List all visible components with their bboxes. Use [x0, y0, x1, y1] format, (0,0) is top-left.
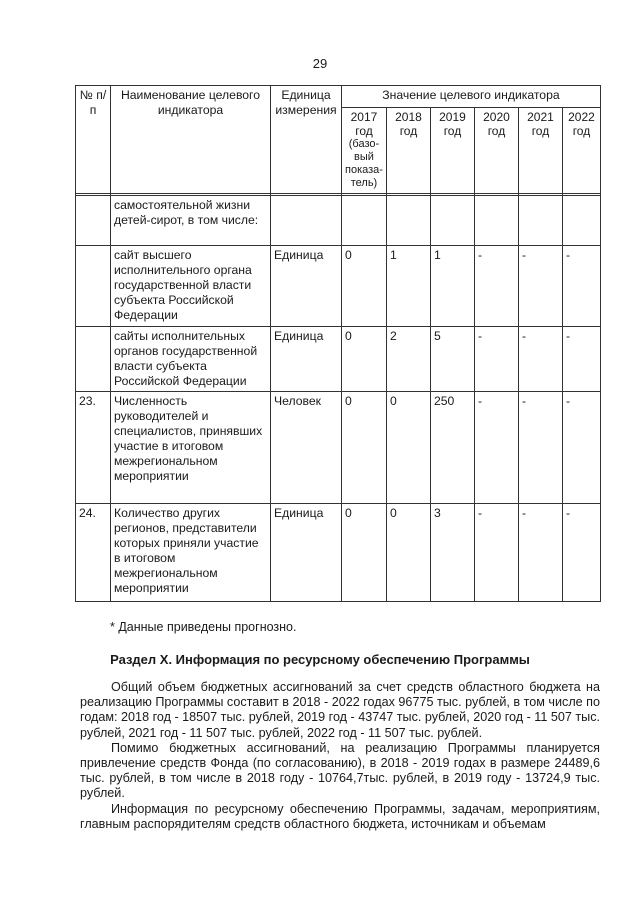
header-values-group: Значение целевого индикатора — [342, 86, 601, 108]
table-row — [76, 246, 601, 327]
row-value-2018: 0 — [386, 504, 430, 602]
row-value-2022: - — [562, 327, 600, 392]
paragraph: Помимо бюджетных ассигнований, на реализацию Программы планируется привлечение средств Фонда (по согласованию), в 2018 - 2019 годах в размере 24489,6 тыс. рублей, в том числе в 2018 году - 10764,7тыс. рублей, в 2019 году - 13724,9 тыс. рублей. — [80, 740, 600, 801]
paragraph: Общий объем бюджетных ассигнований за счет средств областного бюджета на реализацию Программы составит в 2018 - 2022 годах 96775 тыс. рублей, в том числе по годам: 2018 год - 18507 тыс. рублей, 2019 год - 43747 тыс. рублей, 2020 год - 11 507 тыс. рублей, 2021 год - 11 507 тыс. рублей, 2022 год - 11 507 тыс. рублей. — [80, 680, 600, 740]
body-text — [80, 680, 600, 832]
row-unit: Единица — [271, 504, 342, 602]
row-unit: Единица — [271, 246, 342, 327]
row-indicator-name: сайты исполнительных органов государственной власти субъекта Российской Федерации — [111, 327, 271, 392]
row-value-2017: 0 — [342, 327, 387, 392]
row-value-2020 — [474, 196, 518, 246]
table-row — [76, 196, 601, 246]
row-value-2018: 0 — [386, 392, 430, 504]
row-value-2022: - — [562, 504, 600, 602]
row-value-2022: - — [562, 246, 600, 327]
row-value-2022 — [562, 196, 600, 246]
row-unit — [271, 196, 342, 246]
year-label: 2020 год — [483, 110, 510, 138]
table-row — [76, 327, 601, 392]
year-label: 2018 год — [395, 110, 422, 138]
table-header-row — [76, 86, 601, 108]
row-value-2021: - — [518, 246, 562, 327]
row-value-2020: - — [474, 392, 518, 504]
row-value-2021: - — [518, 504, 562, 602]
paragraph: Информация по ресурсному обеспечению Программы, задачам, мероприятиям, главным распорядителям средств областного бюджета, источникам и объемам — [80, 801, 600, 831]
year-label: 2021 год — [527, 110, 554, 138]
year-note: (базо-вый показа-тель) — [345, 138, 383, 189]
row-value-2019 — [430, 196, 474, 246]
row-value-2017: 0 — [342, 392, 387, 504]
header-year-2020 — [474, 108, 518, 194]
row-value-2018 — [386, 196, 430, 246]
header-year-2021 — [518, 108, 562, 194]
row-indicator-name: сайт высшего исполнительного органа государственной власти субъекта Российской Федерации — [111, 246, 271, 327]
year-label: 2017 год — [350, 110, 378, 138]
section-title: Раздел X. Информация по ресурсному обеспечению Программы — [110, 652, 530, 667]
header-unit: Единица измерения — [271, 86, 342, 194]
row-indicator-name: Количество других регионов, представители которых приняли участие в итоговом межрегиональном мероприятии — [111, 504, 271, 602]
year-label: 2022 год — [568, 110, 595, 138]
header-year-2017 — [342, 108, 387, 194]
indicators-table — [75, 85, 601, 602]
table-row — [76, 504, 601, 602]
footnote: * Данные приведены прогнозно. — [110, 620, 297, 634]
row-value-2017: 0 — [342, 504, 387, 602]
row-value-2021: - — [518, 327, 562, 392]
row-value-2019: 5 — [430, 327, 474, 392]
header-indicator-name: Наименование целевого индикатора — [111, 86, 271, 194]
row-value-2018: 1 — [386, 246, 430, 327]
row-unit: Человек — [271, 392, 342, 504]
year-label: 2019 год — [439, 110, 466, 138]
table-row — [76, 392, 601, 504]
row-unit: Единица — [271, 327, 342, 392]
row-indicator-name: Численность руководителей и специалистов, принявших участие в итоговом межрегиональном мероприятии — [111, 392, 271, 504]
row-num: 23. — [76, 392, 111, 504]
row-num — [76, 196, 111, 246]
row-value-2021 — [518, 196, 562, 246]
row-num: 24. — [76, 504, 111, 602]
row-indicator-name: самостоятельной жизни детей-сирот, в том числе: — [111, 196, 271, 246]
row-num — [76, 327, 111, 392]
header-num: № п/п — [76, 86, 111, 194]
header-year-2022 — [562, 108, 600, 194]
row-value-2018: 2 — [386, 327, 430, 392]
row-value-2019: 1 — [430, 246, 474, 327]
row-value-2017 — [342, 196, 387, 246]
row-value-2017: 0 — [342, 246, 387, 327]
row-value-2021: - — [518, 392, 562, 504]
row-value-2020: - — [474, 246, 518, 327]
page-number: 29 — [312, 56, 328, 71]
header-year-2019 — [430, 108, 474, 194]
row-value-2019: 250 — [430, 392, 474, 504]
row-value-2020: - — [474, 504, 518, 602]
row-value-2020: - — [474, 327, 518, 392]
row-value-2022: - — [562, 392, 600, 504]
header-year-2018 — [386, 108, 430, 194]
row-num — [76, 246, 111, 327]
row-value-2019: 3 — [430, 504, 474, 602]
